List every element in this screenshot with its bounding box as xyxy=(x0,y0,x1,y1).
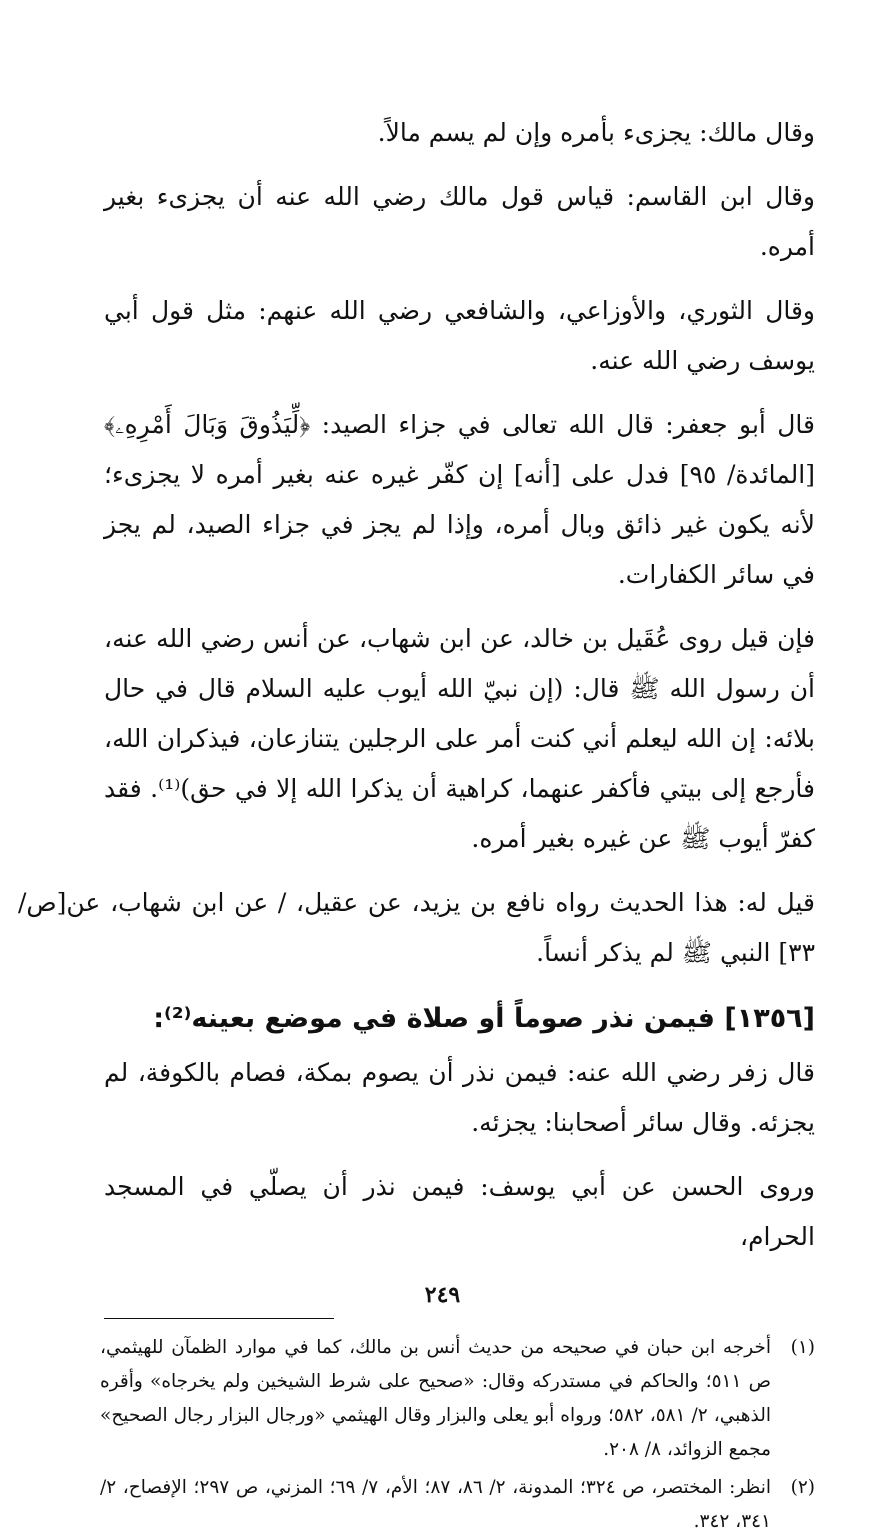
footnotes xyxy=(100,1331,815,1539)
paragraph-uqail-hadith: فإن قيل روى عُقَيل بن خالد، عن ابن شهاب، عن أنس رضي الله عنه، أن رسول الله ﷺ قال: (إن نبيّ الله أيوب عليه السلام قال في حال بلائه: إن الله ليعلم أني كنت أمر على الرجلين يتنازعان، فيذكران الله، فأرجع إلى بيتي فأكفر عنهما، كراهية أن يذكرا الله إلا في حق)⁽¹⁾. فقد كفرّ أيوب ﷺ عن غيره بغير أمره. xyxy=(104,624,815,853)
paragraph-hasan: وروى الحسن عن أبي يوسف: فيمن نذر أن يصلّي في المسجد الحرام، xyxy=(104,1172,815,1251)
footnote-text: أخرجه ابن حبان في صحيحه من حديث أنس بن مالك، كما في موارد الظمآن للهيثمي، ص ٥١١؛ والحاكم في مستدركه وقال: «صحيح على شرط الشيخين ولم يخرجاه» وأقره الذهبي، ٢/ ٥٨١، ٥٨٢؛ ورواه أبو يعلى والبزار وقال الهيثمي «ورجال البزار رجال الصحيح» مجمع الزوائد، ٨/ ٢٠٨. xyxy=(100,1337,772,1460)
paragraph-ibn-qasim: وقال ابن القاسم: قياس قول مالك رضي الله عنه أن يجزىء بغير أمره. xyxy=(104,182,815,261)
footnote-2 xyxy=(100,1471,815,1539)
paragraph-abu-jafar: قال أبو جعفر: قال الله تعالى في جزاء الصيد: ﴿لِّيَذُوقَ وَبَالَ أَمْرِهِۦ﴾ [المائدة/ ٩٥] فدل على [أنه] إن كفّر غيره عنه بغير أمره لا يجزىء؛ لأنه يكون غير ذائق وبال أمره، وإذا لم يجز في جزاء الصيد، لم يجز في سائر الكفارات. xyxy=(104,410,816,589)
page-number: ٢٤٩ xyxy=(424,1282,461,1308)
main-text xyxy=(18,108,816,1262)
footnote-1 xyxy=(100,1331,815,1467)
paragraph-malik: وقال مالك: يجزىء بأمره وإن لم يسم مالاً. xyxy=(377,118,815,147)
footnote-number: (٢) xyxy=(790,1477,815,1498)
footnote-divider xyxy=(104,1318,334,1319)
section-heading: [١٣٥٦] فيمن نذر صوماً أو صلاة في موضع بعينه⁽²⁾: xyxy=(153,1003,815,1034)
paragraph-zufar: قال زفر رضي الله عنه: فيمن نذر أن يصوم بمكة، فصام بالكوفة، لم يجزئه. وقال سائر أصحابنا: يجزئه. xyxy=(104,1058,815,1137)
paragraph-reply: قيل له: هذا الحديث رواه نافع بن يزيد، عن عقيل، / عن ابن شهاب، عن[ص/٣٣] النبي ﷺ لم يذكر أنساً. xyxy=(18,888,815,967)
footnote-number: (١) xyxy=(790,1337,815,1358)
paragraph-thawri: وقال الثوري، والأوزاعي، والشافعي رضي الله عنهم: مثل قول أبي يوسف رضي الله عنه. xyxy=(104,296,815,375)
footnote-text: انظر: المختصر، ص ٣٢٤؛ المدونة، ٢/ ٨٦، ٨٧؛ الأم، ٧/ ٦٩؛ المزني، ص ٢٩٧؛ الإفصاح، ٢/ ٣٤١، ٣٤٢. xyxy=(100,1477,772,1532)
